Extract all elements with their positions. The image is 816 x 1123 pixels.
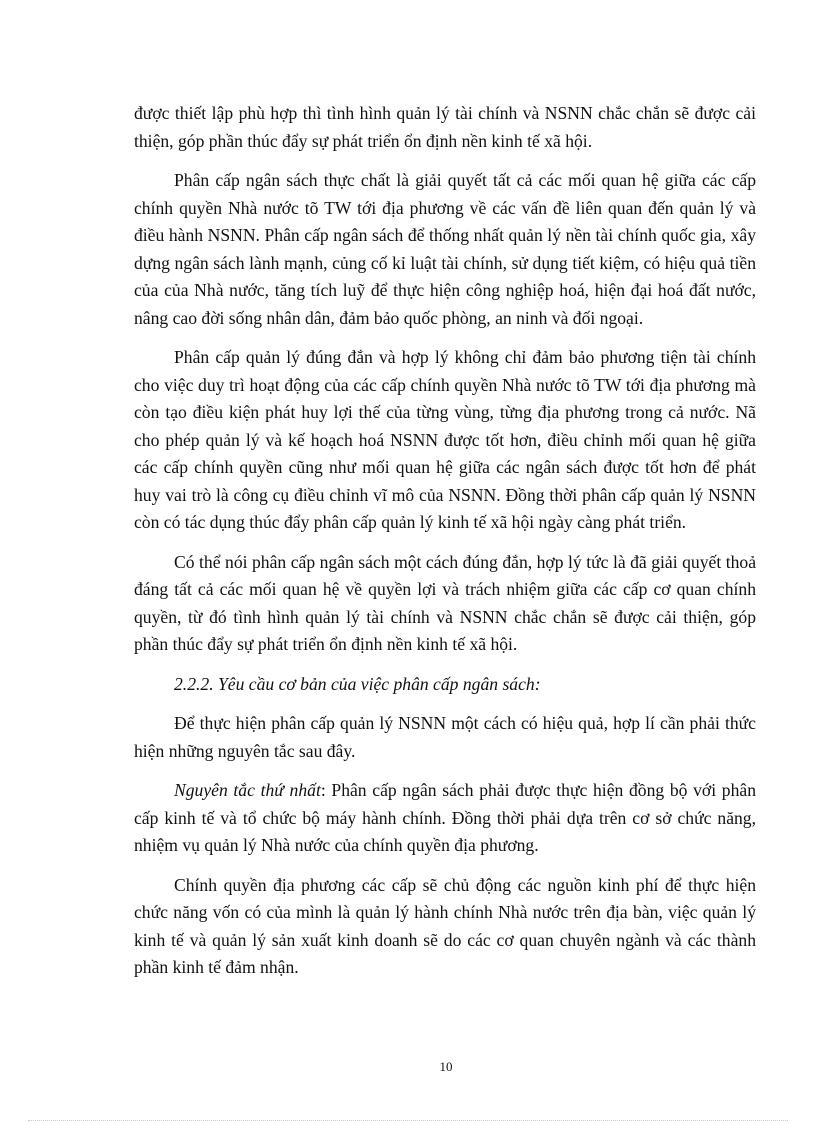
page-content xyxy=(134,100,756,994)
section-heading: 2.2.2. Yêu cầu cơ bản của việc phân cấp ngân sách: xyxy=(174,673,541,694)
page-number: 10 xyxy=(439,1059,453,1074)
paragraph-principle-one xyxy=(134,777,756,860)
paragraph-budget-decentralization-essence: Phân cấp ngân sách thực chất là giải quyết tất cả các mối quan hệ giữa các cấp chính quyền Nhà nước tõ TW tới địa phương về các vấn đề liên quan đến quản lý và điều hành NSNN. Phân cấp ngân sách để thống nhất quản lý nền tài chính quốc gia, xây dựng ngân sách lành mạnh, củng cố kỉ luật tài chính, sử dụng tiết kiệm, có hiệu quả tiền của của Nhà nước, tăng tích luỹ để thực hiện công nghiệp hoá, hiện đại hoá đất nước, nâng cao đời sống nhân dân, đảm bảo quốc phòng, an ninh và đối ngoại. xyxy=(134,170,756,328)
principle-one-lead: Nguyên tắc thứ nhất xyxy=(174,780,321,800)
paragraph-principles-intro: Để thực hiện phân cấp quản lý NSNN một cách có hiệu quả, hợp lí cần phải thức hiện những nguyên tắc sau đây. xyxy=(134,713,756,761)
principle-one-text: : Phân cấp ngân sách phải được thực hiện đồng bộ với phân cấp kinh tế và tổ chức bộ máy hành chính. Đồng thời phải dựa trên cơ sở chức năng, nhiệm vụ quản lý Nhà nước của chính quyền địa phương. xyxy=(134,780,756,855)
paragraph-decentralization-benefits: Phân cấp quản lý đúng đắn và hợp lý không chỉ đảm bảo phương tiện tài chính cho việc duy trì hoạt động của các cấp chính quyền Nhà nước tõ TW tới địa phương mà còn tạo điều kiện phát huy lợi thế của từng vùng, từng địa phương trong cả nước. Nã cho phép quản lý và kế hoạch hoá NSNN được tốt hơn, điều chỉnh mối quan hệ giữa các cấp chính quyền cũng như mối quan hệ giữa các ngân sách được tốt hơn để phát huy vai trò là công cụ điều chỉnh vĩ mô của NSNN. Đồng thời phân cấp quản lý NSNN còn có tác dụng thúc đẩy phân cấp quản lý kinh tế xã hội ngày càng phát triển. xyxy=(134,347,756,532)
paragraph-local-government: Chính quyền địa phương các cấp sẽ chủ động các nguồn kinh phí để thực hiện chức năng vốn có của mình là quản lý hành chính Nhà nước trên địa bàn, việc quản lý kinh tế và quản lý sản xuất kinh doanh sẽ do các cơ quan chuyên ngành và các thành phần kinh tế đảm nhận. xyxy=(134,874,756,977)
paragraph-decentralization-conclusion: Có thể nói phân cấp ngân sách một cách đúng đắn, hợp lý tức là đã giải quyết thoả đáng tất cả các mối quan hệ về quyền lợi và trách nhiệm giữa các cấp cơ quan chính quyền, từ đó tình hình quản lý tài chính và NSNN chắc chắn sẽ được cải thiện, góp phần thúc đẩy sự phát triển ổn định nền kinh tế xã hội. xyxy=(134,551,756,654)
page-bottom-divider xyxy=(28,1120,788,1121)
paragraph-continuation: được thiết lập phù hợp thì tình hình quản lý tài chính và NSNN chắc chắn sẽ được cải thiện, góp phần thúc đẩy sự phát triển ổn định nền kinh tế xã hội. xyxy=(134,103,756,151)
